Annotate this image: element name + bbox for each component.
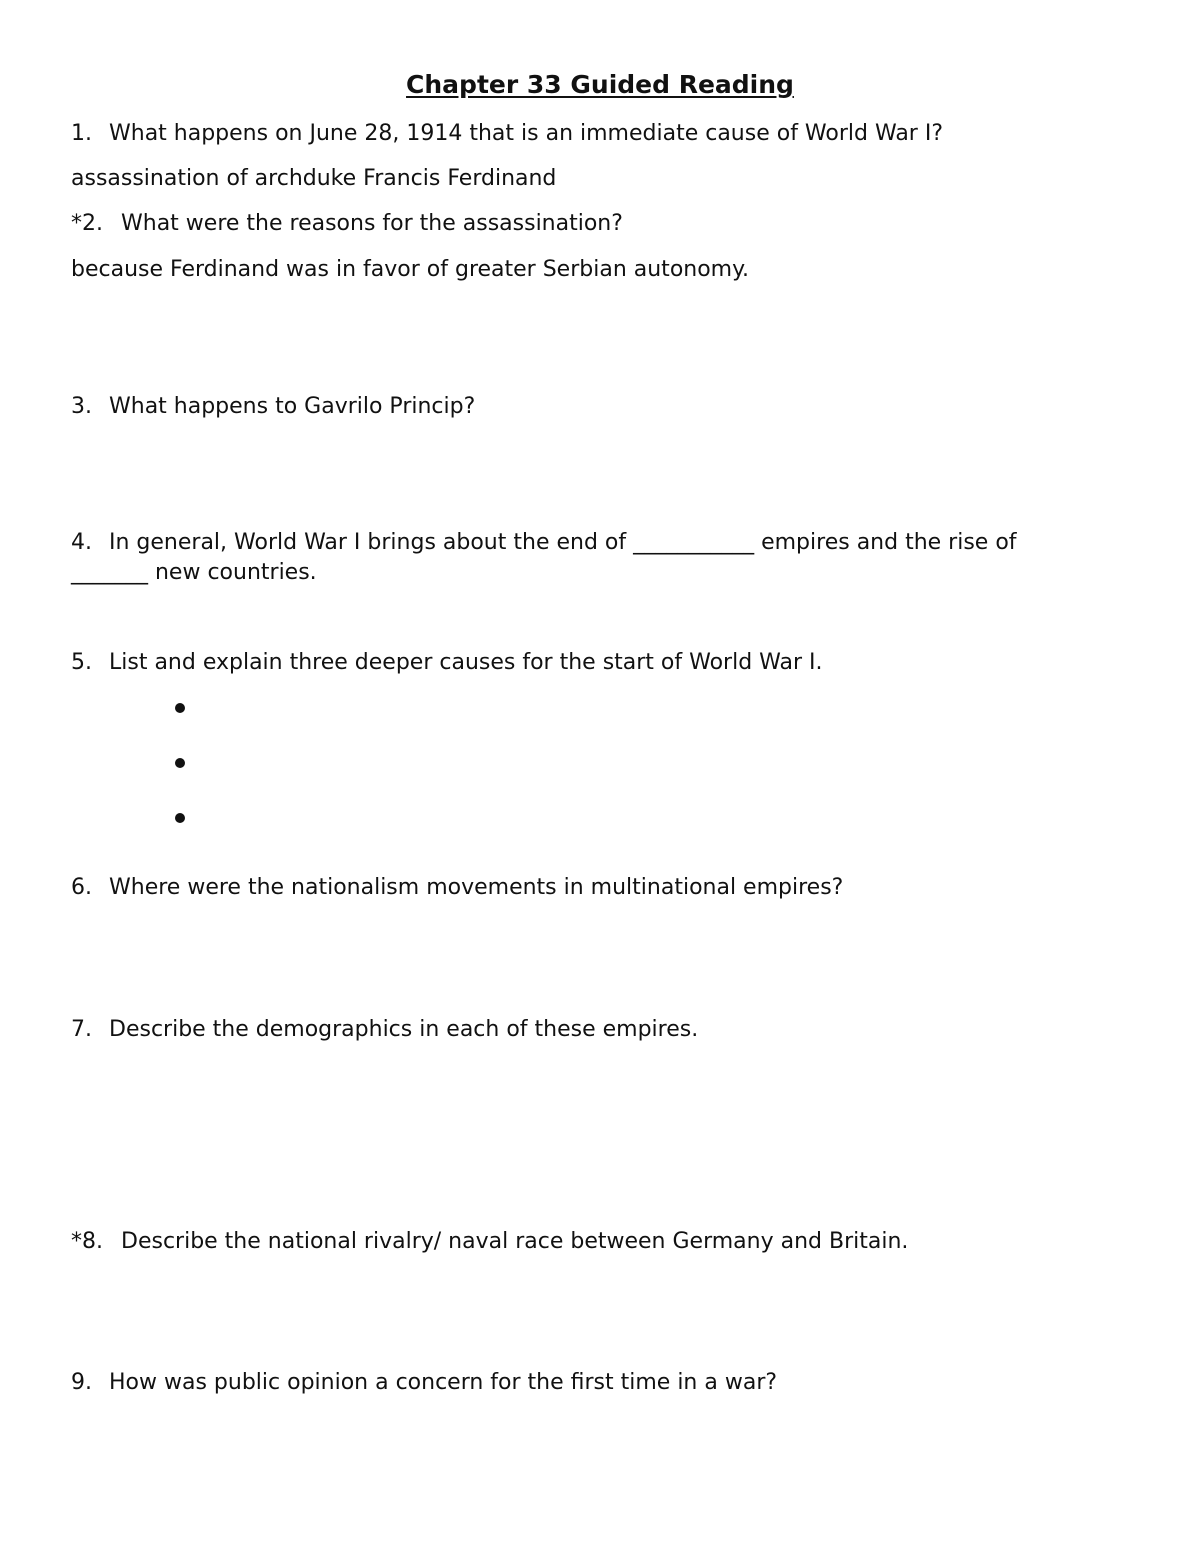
answer-2: because Ferdinand was in favor of greater Serbian autonomy. [71,257,749,282]
question-2 [71,209,623,239]
question-number: 6. [71,875,92,900]
bullet-point [175,813,185,823]
question-text: In general, World War I brings about the end of ___________ empires and the rise of [109,530,1017,555]
question-number: *2. [71,211,103,236]
question-number: 5. [71,650,92,675]
question-number: 4. [71,530,92,555]
question-text: Where were the nationalism movements in multinational empires? [109,875,844,900]
question-4-continued: _______ new countries. [71,560,317,585]
bullet-point [175,703,185,713]
question-text: How was public opinion a concern for the first time in a war? [109,1370,778,1395]
question-text: What were the reasons for the assassination? [121,211,623,236]
question-5 [71,648,823,678]
question-text: What happens to Gavrilo Princip? [109,394,476,419]
question-text: Describe the demographics in each of these empires. [109,1017,699,1042]
question-number: 9. [71,1370,92,1395]
question-number: 1. [71,121,92,146]
answer-1: assassination of archduke Francis Ferdinand [71,166,557,191]
question-number: 3. [71,394,92,419]
question-6 [71,873,843,903]
question-3 [71,392,475,422]
question-number: 7. [71,1017,92,1042]
question-text: Describe the national rivalry/ naval race between Germany and Britain. [121,1229,909,1254]
question-4 [71,528,1017,558]
question-8 [71,1227,908,1257]
question-7 [71,1015,698,1045]
question-1 [71,119,943,149]
bullet-point [175,758,185,768]
question-text: What happens on June 28, 1914 that is an immediate cause of World War I? [109,121,944,146]
question-9 [71,1368,777,1398]
question-number: *8. [71,1229,103,1254]
question-text: List and explain three deeper causes for the start of World War I. [109,650,823,675]
worksheet-title: Chapter 33 Guided Reading [406,70,794,99]
